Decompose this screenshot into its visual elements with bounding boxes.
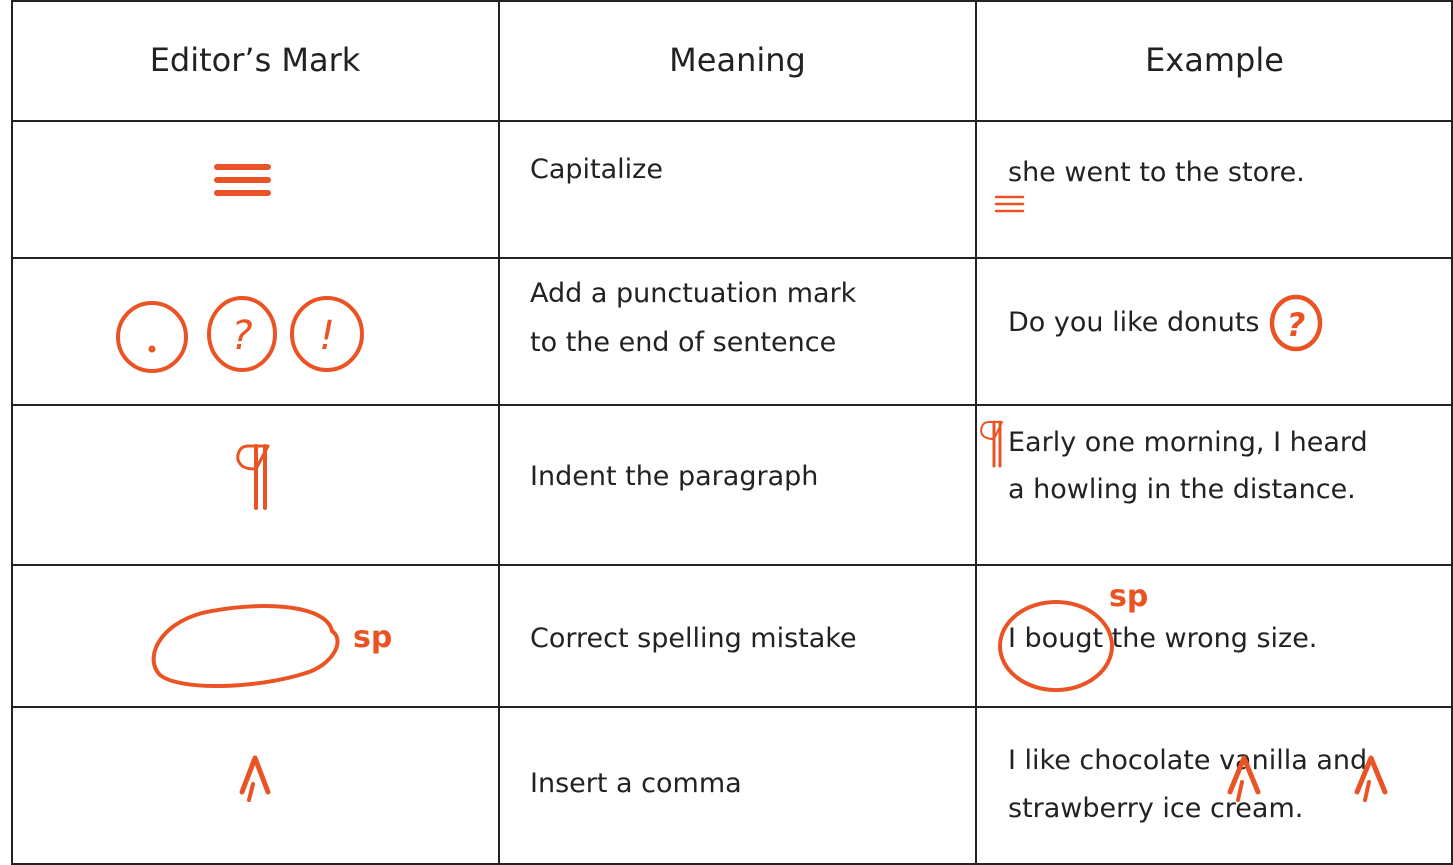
row2-meaning-line1: Add a punctuation mark — [530, 278, 857, 309]
example-caret-comma-icon-1 — [1226, 752, 1262, 804]
row2-example: Do you like donuts — [1008, 307, 1260, 338]
row1-meaning: Capitalize — [530, 154, 663, 185]
circled-period-icon — [114, 299, 190, 375]
row5-example-line1: I like chocolate vanilla and — [1008, 745, 1368, 776]
row4-example: I bougt the wrong size. — [1008, 623, 1318, 654]
spelling-circle-icon — [146, 597, 398, 695]
row3-meaning: Indent the paragraph — [530, 461, 819, 492]
example-spelling-circle-icon — [996, 570, 1149, 700]
header-example: Example — [1145, 41, 1284, 79]
example-pilcrow-icon — [980, 419, 1004, 469]
example-caret-comma-icon-2 — [1353, 752, 1389, 804]
caret-comma-icon — [238, 752, 272, 804]
row5-example-line2: strawberry ice cream. — [1008, 793, 1304, 824]
example-sp-label: sp — [1109, 579, 1149, 614]
row3-example-line1: Early one morning, I heard — [1008, 427, 1368, 458]
circled-question-icon — [204, 293, 280, 375]
row4-meaning: Correct spelling mistake — [530, 623, 857, 654]
circled-exclamation-icon — [287, 293, 367, 375]
row5-meaning: Insert a comma — [530, 768, 742, 799]
exclamation-glyph: ! — [318, 313, 336, 359]
example-circled-question-icon — [1268, 292, 1324, 354]
triple-line-capitalize-icon — [211, 162, 275, 198]
pilcrow-icon — [236, 442, 272, 512]
row1-example: she went to the store. — [1008, 157, 1305, 188]
question-glyph: ? — [231, 313, 253, 359]
sp-label: sp — [353, 620, 393, 655]
capitalize-mark-icon — [993, 194, 1027, 216]
example-question-glyph: ? — [1286, 306, 1306, 344]
editors-marks-table — [11, 0, 1453, 865]
header-meaning: Meaning — [669, 41, 806, 79]
row2-meaning-line2: to the end of sentence — [530, 327, 837, 358]
header-editors-mark: Editor’s Mark — [149, 41, 361, 79]
row3-example-line2: a howling in the distance. — [1008, 474, 1356, 505]
